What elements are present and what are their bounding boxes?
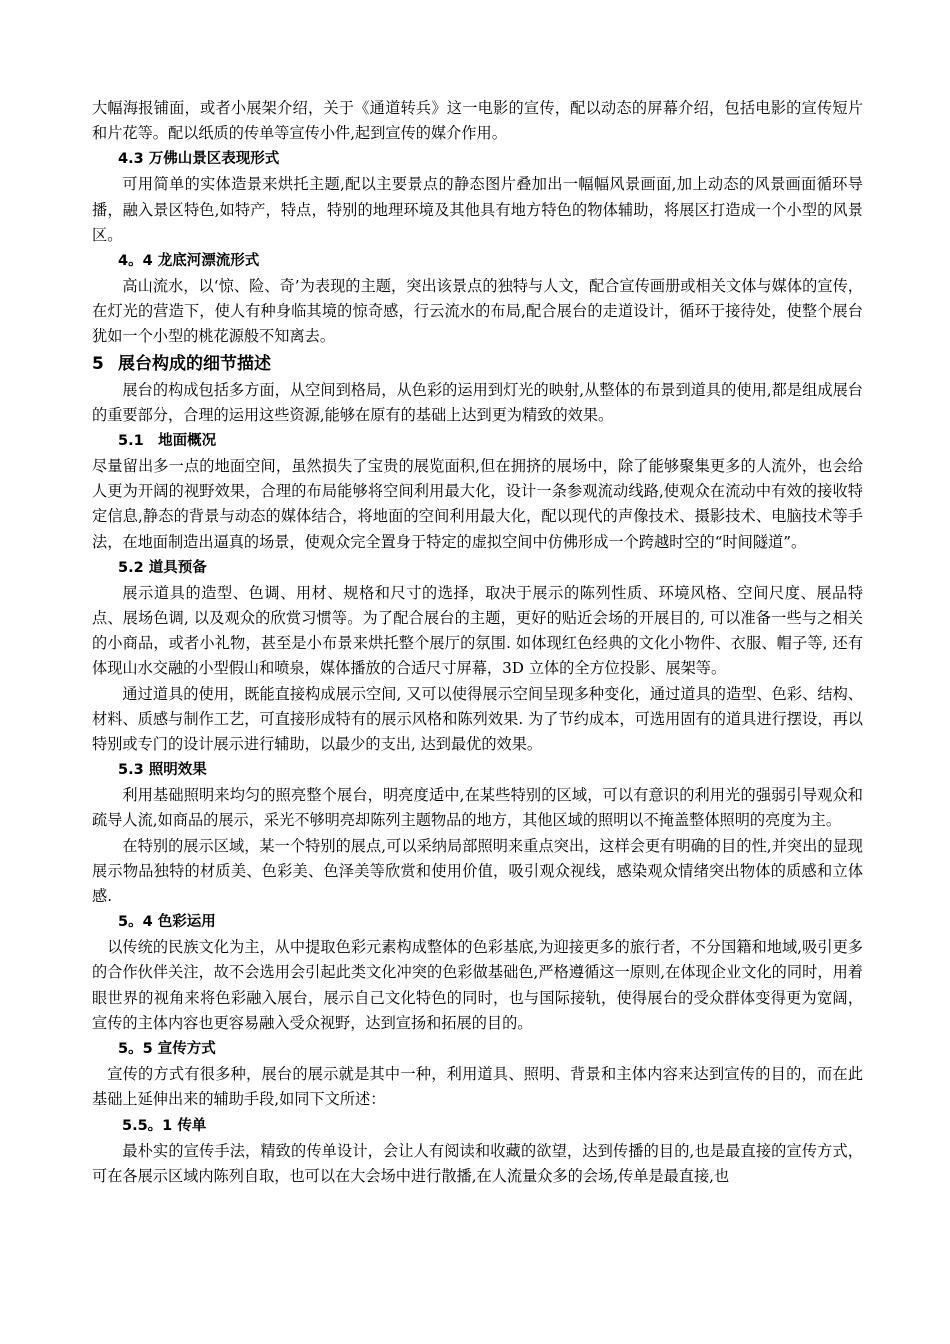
paragraph-intro: 大幅海报铺面，或者小展架介绍，关于《通道转兵》这一电影的宣传，配以动态的屏幕介绍，包括电影的宣传短片和片花等。配以纸质的传单等宣传小件,起到宣传的媒介作用。 <box>92 99 863 143</box>
heading-5-1: 5.1 地面概况 <box>118 433 217 450</box>
paragraph-4-3: 可用简单的实体造景来烘托主题,配以主要景点的静态图片叠加出一幅幅风景画面,加上动态的风景画面循环导播，融入景区特色,如特产，特点，特别的地理环境及其他具有地方特色的物体辅助，将展区打造成一个小型的风景区。 <box>92 175 863 244</box>
paragraph-5-5: 宣传的方式有很多种，展台的展示就是其中一种，利用道具、照明、背景和主体内容来达到宣传的目的，而在此基础上延伸出来的辅助手段,如同下文所述： <box>92 1065 863 1109</box>
paragraph-5-5-1: 最朴实的宣传手法，精致的传单设计，会让人有阅读和收藏的欲望，达到传播的目的,也是最直接的宣传方式，可在各展示区域内陈列自取，也可以在大会场中进行散播,在人流量众多的会场,传单是最直接,也 <box>92 1141 863 1185</box>
paragraph-5-2b: 通过道具的使用，既能直接构成展示空间, 又可以使得展示空间呈现多种变化，通过道具的造型、色彩、结构、材料、质感与制作工艺，可直接形成特有的展示风格和陈列效果. 为了节约成本，可选用固有的道具进行摆设，再以特别或专门的设计展示进行辅助，以最少的支出, 达到最优的效果。 <box>92 684 863 754</box>
heading-5-5: 5。5 宣传方式 <box>118 1041 216 1058</box>
paragraph-5-1: 尽量留出多一点的地面空间，虽然损失了宝贵的展览面积,但在拥挤的展场中，除了能够聚集更多的人流外，也会给人更为开阔的视野效果，合理的布局能够将空间利用最大化，设计一条参观流动线路,使观众在流动中有效的接收特定信息,静态的背景与动态的媒体结合，将地面的空间利用最大化，配以现代的声像技术、摄影技术、电脑技术等手法，在地面制造出逼真的场景，使观众完全置身于特定的虚拟空间中仿佛形成一个跨越时空的“时间隧道”。 <box>92 457 863 551</box>
paragraph-4-4: 高山流水，以‘惊、险、奇’为表现的主题，突出该景点的独特与人文，配合宣传画册或相关文体与媒体的宣传，在灯光的营造下，使人有种身临其境的惊奇感，行云流水的布局,配合展台的走道设计，循环于接待处，使整个展台犹如一个小型的桃花源般不知离去。 <box>92 277 863 346</box>
heading-5-number: 5 <box>92 353 104 374</box>
heading-4-4: 4。4 龙底河漂流形式 <box>118 253 260 270</box>
paragraph-5-3b: 在特别的展示区域，某一个特别的展点,可以采纳局部照明来重点突出，这样会更有明确的目的性,并突出的显现展示物品独特的材质美、色彩美、色泽美等欣赏和使用价值，吸引观众视线，感染观众情绪突出物体的质感和立体感. <box>92 836 863 906</box>
paragraph-5-2a: 展示道具的造型、色调、用材、规格和尺寸的选择，取决于展示的陈列性质、环境风格、空间尺度、展品特点、展场色调, 以及观众的欣赏习惯等。为了配合展台的主题，更好的贴近会场的开展目的, 可以准备一些与之相关的小商品，或者小礼物，甚至是小布景来烘托整个展厅的氛围. 如体现红色经典的文化小物件、衣服、帽子等, 还有体现山水交融的小型假山和喷泉，媒体播放的合适尺寸屏幕，3D 立体的全方位投影、展架等。 <box>92 583 863 678</box>
heading-5-2: 5.2 道具预备 <box>118 559 207 576</box>
heading-5-4: 5。4 色彩运用 <box>118 914 216 931</box>
heading-5-3: 5.3 照明效果 <box>118 762 207 779</box>
heading-5-5-1: 5.5。1 传单 <box>122 1117 207 1134</box>
heading-5 <box>92 350 863 378</box>
paragraph-5-3a: 利用基础照明来均匀的照亮整个展台，明亮度适中,在某些特别的区域，可以有意识的利用光的强弱引导观众和疏导人流,如商品的展示，采光不够明亮却陈列主题物品的地方，其他区域的照明以不掩盖整体照明的亮度为主。 <box>92 786 863 830</box>
paragraph-5: 展台的构成包括多方面，从空间到格局，从色彩的运用到灯光的映射,从整体的布景到道具的使用,都是组成展台的重要部分，合理的运用这些资源,能够在原有的基础上达到更为精致的效果。 <box>92 380 863 424</box>
paragraph-5-4: 以传统的民族文化为主，从中提取色彩元素构成整体的色彩基底,为迎接更多的旅行者，不分国籍和地域,吸引更多的合作伙伴关注，故不会选用会引起此类文化冲突的色彩做基础色,严格遵循这一原则,在体现企业文化的同时，用着眼世界的视角来将色彩融入展台，展示自己文化特色的同时，也与国际接轨，使得展台的受众群体变得更为宽阔，宣传的主体内容也更容易融入受众视野，达到宣扬和拓展的目的。 <box>92 938 863 1032</box>
heading-4-3: 4.3 万佛山景区表现形式 <box>118 151 280 168</box>
heading-5-text: 展台构成的细节描述 <box>118 353 271 374</box>
